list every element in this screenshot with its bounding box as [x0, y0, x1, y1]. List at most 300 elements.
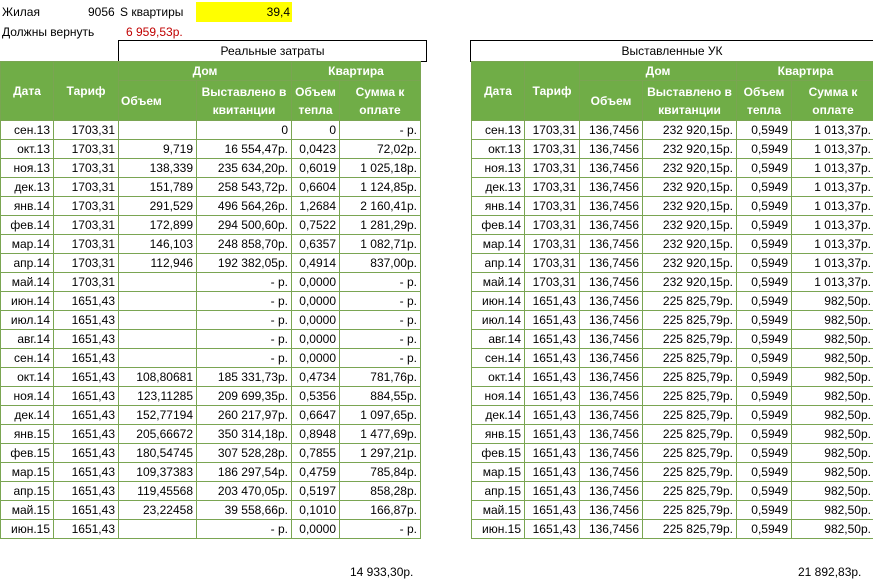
billed-cell[interactable]: - р.	[197, 311, 292, 330]
date-cell[interactable]: фев.14	[1, 216, 54, 235]
volume-cell[interactable]: 119,45568	[119, 482, 197, 501]
tariff-cell[interactable]: 1651,43	[54, 463, 119, 482]
heat-volume-cell[interactable]: 0,5949	[737, 159, 792, 178]
heat-volume-cell[interactable]: 0,6604	[292, 178, 340, 197]
amount-cell[interactable]: 982,50р.	[792, 482, 873, 501]
heat-volume-cell[interactable]: 0,5949	[737, 121, 792, 140]
volume-cell[interactable]	[119, 311, 197, 330]
tariff-cell[interactable]: 1703,31	[525, 273, 580, 292]
volume-cell[interactable]: 136,7456	[580, 159, 643, 178]
table-row	[472, 178, 873, 197]
amount-cell[interactable]: 2 160,41р.	[340, 197, 421, 216]
volume-cell[interactable]	[119, 273, 197, 292]
tariff-cell[interactable]: 1703,31	[525, 254, 580, 273]
amount-cell[interactable]: 1 013,37р.	[792, 159, 873, 178]
billed-cell[interactable]: 0	[197, 121, 292, 140]
amount-cell[interactable]: - р.	[340, 520, 421, 539]
date-cell[interactable]: май.15	[472, 501, 525, 520]
amount-cell[interactable]: 1 477,69р.	[340, 425, 421, 444]
date-cell[interactable]: янв.14	[472, 197, 525, 216]
heat-volume-cell[interactable]: 0,5949	[737, 178, 792, 197]
tariff-cell[interactable]: 1651,43	[54, 444, 119, 463]
tariff-cell[interactable]: 1703,31	[54, 121, 119, 140]
table-row	[472, 292, 873, 311]
date-cell[interactable]: сен.13	[472, 121, 525, 140]
billed-cell[interactable]: 232 920,15р.	[643, 197, 737, 216]
billed-cell[interactable]: 294 500,60р.	[197, 216, 292, 235]
date-cell[interactable]: май.15	[1, 501, 54, 520]
billed-cell[interactable]: 258 543,72р.	[197, 178, 292, 197]
heat-volume-cell[interactable]: 0,4914	[292, 254, 340, 273]
billed-cell[interactable]: 496 564,26р.	[197, 197, 292, 216]
tariff-cell[interactable]: 1703,31	[54, 235, 119, 254]
amount-cell[interactable]: 781,76р.	[340, 368, 421, 387]
volume-cell[interactable]: 136,7456	[580, 197, 643, 216]
billed-cell[interactable]: 235 634,20р.	[197, 159, 292, 178]
date-cell[interactable]: дек.13	[1, 178, 54, 197]
heat-volume-cell[interactable]: 0,5949	[737, 520, 792, 539]
volume-cell[interactable]: 136,7456	[580, 292, 643, 311]
heat-volume-cell[interactable]: 0,5949	[737, 292, 792, 311]
amount-cell[interactable]: 982,50р.	[792, 520, 873, 539]
volume-cell[interactable]: 136,7456	[580, 330, 643, 349]
heat-volume-cell[interactable]: 0,5949	[737, 311, 792, 330]
volume-cell[interactable]: 136,7456	[580, 235, 643, 254]
volume-cell[interactable]: 109,37383	[119, 463, 197, 482]
amount-cell[interactable]: 982,50р.	[792, 501, 873, 520]
tariff-cell[interactable]: 1703,31	[525, 140, 580, 159]
amount-cell[interactable]: 1 013,37р.	[792, 140, 873, 159]
billed-cell[interactable]: 232 920,15р.	[643, 235, 737, 254]
tariff-cell[interactable]: 1651,43	[525, 444, 580, 463]
tariff-cell[interactable]: 1703,31	[54, 273, 119, 292]
table-row	[472, 482, 873, 501]
real-costs-title: Реальные затраты	[118, 40, 427, 62]
heat-volume-cell[interactable]: 0,5949	[737, 463, 792, 482]
billed-cell[interactable]: 225 825,79р.	[643, 311, 737, 330]
date-cell[interactable]: ноя.13	[472, 159, 525, 178]
table-row	[1, 311, 421, 330]
heat-volume-cell[interactable]: 0,7855	[292, 444, 340, 463]
date-cell[interactable]: ноя.13	[1, 159, 54, 178]
amount-cell[interactable]: - р.	[340, 330, 421, 349]
tariff-cell[interactable]: 1651,43	[525, 387, 580, 406]
amount-cell[interactable]: 1 013,37р.	[792, 235, 873, 254]
date-cell[interactable]: мар.15	[1, 463, 54, 482]
heat-volume-cell[interactable]: 0,6357	[292, 235, 340, 254]
amount-cell[interactable]: 1 013,37р.	[792, 273, 873, 292]
date-cell[interactable]: окт.13	[1, 140, 54, 159]
heat-volume-cell[interactable]: 0,0000	[292, 292, 340, 311]
tariff-cell[interactable]: 1651,43	[525, 368, 580, 387]
amount-cell[interactable]: 837,00р.	[340, 254, 421, 273]
heat-volume-cell[interactable]: 0,0000	[292, 273, 340, 292]
billed-cell[interactable]: 225 825,79р.	[643, 387, 737, 406]
amount-cell[interactable]: 1 013,37р.	[792, 197, 873, 216]
table-row	[472, 140, 873, 159]
volume-cell[interactable]: 136,7456	[580, 463, 643, 482]
heat-volume-cell[interactable]: 0,5949	[737, 349, 792, 368]
table-row	[472, 235, 873, 254]
tariff-cell[interactable]: 1651,43	[54, 520, 119, 539]
tariff-cell[interactable]: 1703,31	[525, 159, 580, 178]
amount-cell[interactable]: - р.	[340, 121, 421, 140]
amount-cell[interactable]: 166,87р.	[340, 501, 421, 520]
date-cell[interactable]: окт.14	[1, 368, 54, 387]
heat-volume-cell[interactable]: 0,5949	[737, 330, 792, 349]
date-cell[interactable]: апр.15	[472, 482, 525, 501]
volume-cell[interactable]: 136,7456	[580, 482, 643, 501]
billed-cell[interactable]: 260 217,97р.	[197, 406, 292, 425]
billed-cell[interactable]: - р.	[197, 349, 292, 368]
billed-cell[interactable]: 225 825,79р.	[643, 501, 737, 520]
date-cell[interactable]: июн.15	[1, 520, 54, 539]
real-costs-table	[0, 61, 421, 539]
amount-cell[interactable]: 982,50р.	[792, 292, 873, 311]
tariff-cell[interactable]: 1703,31	[525, 121, 580, 140]
billed-cell[interactable]: 307 528,28р.	[197, 444, 292, 463]
tariff-cell[interactable]: 1651,43	[54, 368, 119, 387]
volume-cell[interactable]: 136,7456	[580, 520, 643, 539]
date-cell[interactable]: июл.14	[1, 311, 54, 330]
volume-cell[interactable]: 136,7456	[580, 406, 643, 425]
col-date: Дата	[1, 62, 54, 121]
billed-cell[interactable]: 225 825,79р.	[643, 349, 737, 368]
billed-cell[interactable]: 350 314,18р.	[197, 425, 292, 444]
heat-volume-cell[interactable]: 0,0423	[292, 140, 340, 159]
volume-cell[interactable]: 123,11285	[119, 387, 197, 406]
heat-volume-cell[interactable]: 0,5949	[737, 444, 792, 463]
tariff-cell[interactable]: 1703,31	[525, 235, 580, 254]
table-row	[472, 349, 873, 368]
billed-cell[interactable]: - р.	[197, 520, 292, 539]
volume-cell[interactable]: 180,54745	[119, 444, 197, 463]
billed-cell[interactable]: 16 554,47р.	[197, 140, 292, 159]
tariff-cell[interactable]: 1651,43	[525, 520, 580, 539]
heat-volume-cell[interactable]: 0,4734	[292, 368, 340, 387]
tariff-cell[interactable]: 1703,31	[54, 178, 119, 197]
billed-cell[interactable]: 232 920,15р.	[643, 254, 737, 273]
tariff-cell[interactable]: 1651,43	[54, 292, 119, 311]
amount-cell[interactable]: - р.	[340, 273, 421, 292]
date-cell[interactable]: сен.14	[472, 349, 525, 368]
volume-cell[interactable]: 151,789	[119, 178, 197, 197]
amount-cell[interactable]: 1 025,18р.	[340, 159, 421, 178]
billed-cell[interactable]: 192 382,05р.	[197, 254, 292, 273]
date-cell[interactable]: мар.14	[472, 235, 525, 254]
table-row	[1, 368, 421, 387]
tariff-cell[interactable]: 1651,43	[525, 463, 580, 482]
date-cell[interactable]: ноя.14	[472, 387, 525, 406]
heat-volume-cell[interactable]: 0,1010	[292, 501, 340, 520]
tariff-cell[interactable]: 1703,31	[525, 216, 580, 235]
tariff-cell[interactable]: 1651,43	[54, 330, 119, 349]
amount-cell[interactable]: 1 013,37р.	[792, 121, 873, 140]
amount-cell[interactable]: 1 124,85р.	[340, 178, 421, 197]
billed-cell[interactable]: 225 825,79р.	[643, 520, 737, 539]
heat-volume-cell[interactable]: 0,4759	[292, 463, 340, 482]
amount-cell[interactable]: 982,50р.	[792, 463, 873, 482]
volume-cell[interactable]: 136,7456	[580, 425, 643, 444]
date-cell[interactable]: июл.14	[472, 311, 525, 330]
volume-cell[interactable]: 136,7456	[580, 311, 643, 330]
table-row	[1, 273, 421, 292]
date-cell[interactable]: сен.14	[1, 349, 54, 368]
volume-cell[interactable]: 136,7456	[580, 273, 643, 292]
date-cell[interactable]: июн.14	[1, 292, 54, 311]
volume-cell[interactable]	[119, 121, 197, 140]
col-billed: Выставлено в квитанции	[643, 81, 737, 121]
date-cell[interactable]: дек.14	[1, 406, 54, 425]
volume-cell[interactable]: 112,946	[119, 254, 197, 273]
tariff-cell[interactable]: 1703,31	[54, 159, 119, 178]
date-cell[interactable]: фев.15	[1, 444, 54, 463]
billed-cell[interactable]: 225 825,79р.	[643, 330, 737, 349]
billed-cell[interactable]: 225 825,79р.	[643, 463, 737, 482]
amount-cell[interactable]: 982,50р.	[792, 406, 873, 425]
volume-cell[interactable]: 136,7456	[580, 349, 643, 368]
volume-cell[interactable]: 23,22458	[119, 501, 197, 520]
heat-volume-cell[interactable]: 0,8948	[292, 425, 340, 444]
billed-cell[interactable]: 232 920,15р.	[643, 178, 737, 197]
amount-cell[interactable]: 1 097,65р.	[340, 406, 421, 425]
date-cell[interactable]: апр.14	[472, 254, 525, 273]
tariff-cell[interactable]: 1651,43	[525, 330, 580, 349]
heat-volume-cell[interactable]: 0,5949	[737, 501, 792, 520]
heat-volume-cell[interactable]: 0,0000	[292, 311, 340, 330]
volume-cell[interactable]	[119, 292, 197, 311]
billed-cell[interactable]: 203 470,05р.	[197, 482, 292, 501]
heat-volume-cell[interactable]: 0,5949	[737, 273, 792, 292]
col-apartment: Квартира	[737, 62, 873, 81]
amount-cell[interactable]: 884,55р.	[340, 387, 421, 406]
billed-cell[interactable]: 225 825,79р.	[643, 425, 737, 444]
billed-cell[interactable]: - р.	[197, 292, 292, 311]
tariff-cell[interactable]: 1651,43	[525, 292, 580, 311]
amount-cell[interactable]: 1 013,37р.	[792, 254, 873, 273]
amount-cell[interactable]: - р.	[340, 292, 421, 311]
volume-cell[interactable]: 136,7456	[580, 254, 643, 273]
amount-cell[interactable]: - р.	[340, 349, 421, 368]
date-cell[interactable]: июн.15	[472, 520, 525, 539]
amount-cell[interactable]: 982,50р.	[792, 368, 873, 387]
billed-cell[interactable]: - р.	[197, 330, 292, 349]
table-row	[1, 501, 421, 520]
volume-cell[interactable]: 136,7456	[580, 216, 643, 235]
volume-cell[interactable]: 146,103	[119, 235, 197, 254]
volume-cell[interactable]	[119, 330, 197, 349]
billed-cell[interactable]: 225 825,79р.	[643, 292, 737, 311]
volume-cell[interactable]: 108,80681	[119, 368, 197, 387]
table-row	[1, 159, 421, 178]
heat-volume-cell[interactable]: 0,0000	[292, 330, 340, 349]
heat-volume-cell[interactable]: 0,6019	[292, 159, 340, 178]
amount-cell[interactable]: 982,50р.	[792, 425, 873, 444]
amount-cell[interactable]: 72,02р.	[340, 140, 421, 159]
tariff-cell[interactable]: 1703,31	[54, 216, 119, 235]
amount-cell[interactable]: - р.	[340, 311, 421, 330]
date-cell[interactable]: янв.14	[1, 197, 54, 216]
tariff-cell[interactable]: 1651,43	[54, 349, 119, 368]
volume-cell[interactable]: 136,7456	[580, 368, 643, 387]
amount-cell[interactable]: 982,50р.	[792, 387, 873, 406]
heat-volume-cell[interactable]: 0,0000	[292, 520, 340, 539]
table-row	[472, 216, 873, 235]
area-value[interactable]: 39,4	[196, 2, 292, 22]
table-row	[472, 501, 873, 520]
heat-volume-cell[interactable]: 0,5949	[737, 235, 792, 254]
volume-cell[interactable]: 172,899	[119, 216, 197, 235]
volume-cell[interactable]	[119, 520, 197, 539]
col-tariff: Тариф	[525, 62, 580, 121]
date-cell[interactable]: дек.14	[472, 406, 525, 425]
volume-cell[interactable]: 138,339	[119, 159, 197, 178]
tariff-cell[interactable]: 1651,43	[525, 482, 580, 501]
billed-cell[interactable]: 209 699,35р.	[197, 387, 292, 406]
heat-volume-cell[interactable]: 0,0000	[292, 349, 340, 368]
billed-cell[interactable]: 232 920,15р.	[643, 121, 737, 140]
tariff-cell[interactable]: 1703,31	[54, 197, 119, 216]
tariff-cell[interactable]: 1651,43	[54, 406, 119, 425]
table-row	[472, 463, 873, 482]
amount-cell[interactable]: 1 013,37р.	[792, 178, 873, 197]
col-date: Дата	[472, 62, 525, 121]
date-cell[interactable]: авг.14	[1, 330, 54, 349]
tariff-cell[interactable]: 1703,31	[54, 140, 119, 159]
volume-cell[interactable]	[119, 349, 197, 368]
tariff-cell[interactable]: 1703,31	[525, 197, 580, 216]
billed-cell[interactable]: - р.	[197, 273, 292, 292]
billed-cell[interactable]: 232 920,15р.	[643, 273, 737, 292]
table-row	[1, 387, 421, 406]
tariff-cell[interactable]: 1651,43	[54, 311, 119, 330]
table-row	[472, 520, 873, 539]
billed-cell[interactable]: 225 825,79р.	[643, 406, 737, 425]
date-cell[interactable]: фев.15	[472, 444, 525, 463]
tariff-cell[interactable]: 1651,43	[525, 406, 580, 425]
volume-cell[interactable]: 136,7456	[580, 140, 643, 159]
billed-cell[interactable]: 225 825,79р.	[643, 482, 737, 501]
type-label: Жилая	[2, 2, 40, 22]
heat-volume-cell[interactable]: 0,5197	[292, 482, 340, 501]
heat-volume-cell[interactable]: 0,5949	[737, 216, 792, 235]
tariff-cell[interactable]: 1651,43	[54, 482, 119, 501]
heat-volume-cell[interactable]: 0,5949	[737, 482, 792, 501]
heat-volume-cell[interactable]: 1,2684	[292, 197, 340, 216]
billed-cell[interactable]: 225 825,79р.	[643, 444, 737, 463]
billed-cell[interactable]: 225 825,79р.	[643, 368, 737, 387]
billed-cell[interactable]: 232 920,15р.	[643, 216, 737, 235]
heat-volume-cell[interactable]: 0	[292, 121, 340, 140]
date-cell[interactable]: авг.14	[472, 330, 525, 349]
heat-volume-cell[interactable]: 0,6647	[292, 406, 340, 425]
tariff-cell[interactable]: 1651,43	[54, 501, 119, 520]
amount-cell[interactable]: 785,84р.	[340, 463, 421, 482]
table-row	[1, 406, 421, 425]
heat-volume-cell[interactable]: 0,5949	[737, 197, 792, 216]
tariff-cell[interactable]: 1651,43	[525, 311, 580, 330]
amount-cell[interactable]: 982,50р.	[792, 330, 873, 349]
date-cell[interactable]: окт.13	[472, 140, 525, 159]
tariff-cell[interactable]: 1651,43	[525, 425, 580, 444]
owed-value[interactable]: 6 959,53р.	[126, 22, 183, 42]
number-value: 9056	[88, 2, 115, 22]
tariff-cell[interactable]: 1651,43	[525, 501, 580, 520]
volume-cell[interactable]: 205,66672	[119, 425, 197, 444]
amount-cell[interactable]: 1 013,37р.	[792, 216, 873, 235]
date-cell[interactable]: янв.15	[1, 425, 54, 444]
heat-volume-cell[interactable]: 0,5356	[292, 387, 340, 406]
heat-volume-cell[interactable]: 0,5949	[737, 140, 792, 159]
billed-cell[interactable]: 186 297,54р.	[197, 463, 292, 482]
date-cell[interactable]: апр.14	[1, 254, 54, 273]
table-row	[472, 406, 873, 425]
billed-cell[interactable]: 185 331,73р.	[197, 368, 292, 387]
volume-cell[interactable]: 136,7456	[580, 387, 643, 406]
heat-volume-cell[interactable]: 0,5949	[737, 425, 792, 444]
col-billed: Выставлено в квитанции	[197, 81, 292, 121]
billed-cell[interactable]: 248 858,70р.	[197, 235, 292, 254]
date-cell[interactable]: фев.14	[472, 216, 525, 235]
heat-volume-cell[interactable]: 0,5949	[737, 368, 792, 387]
billed-cell[interactable]: 232 920,15р.	[643, 159, 737, 178]
heat-volume-cell[interactable]: 0,5949	[737, 406, 792, 425]
date-cell[interactable]: май.14	[472, 273, 525, 292]
volume-cell[interactable]: 136,7456	[580, 444, 643, 463]
heat-volume-cell[interactable]: 0,7522	[292, 216, 340, 235]
date-cell[interactable]: сен.13	[1, 121, 54, 140]
heat-volume-cell[interactable]: 0,5949	[737, 254, 792, 273]
date-cell[interactable]: окт.14	[472, 368, 525, 387]
heat-volume-cell[interactable]: 0,5949	[737, 387, 792, 406]
amount-cell[interactable]: 982,50р.	[792, 349, 873, 368]
date-cell[interactable]: май.14	[1, 273, 54, 292]
col-house: Дом	[119, 62, 292, 81]
billed-cell[interactable]: 232 920,15р.	[643, 140, 737, 159]
volume-cell[interactable]: 291,529	[119, 197, 197, 216]
date-cell[interactable]: мар.14	[1, 235, 54, 254]
volume-cell[interactable]: 136,7456	[580, 178, 643, 197]
table-row	[472, 159, 873, 178]
amount-cell[interactable]: 1 082,71р.	[340, 235, 421, 254]
amount-cell[interactable]: 1 297,21р.	[340, 444, 421, 463]
date-cell[interactable]: апр.15	[1, 482, 54, 501]
volume-cell[interactable]: 9,719	[119, 140, 197, 159]
date-cell[interactable]: ноя.14	[1, 387, 54, 406]
amount-cell[interactable]: 858,28р.	[340, 482, 421, 501]
tariff-cell[interactable]: 1651,43	[525, 349, 580, 368]
tariff-cell[interactable]: 1651,43	[54, 425, 119, 444]
date-cell[interactable]: дек.13	[472, 178, 525, 197]
col-volume: Объем	[119, 81, 197, 121]
table-row	[1, 178, 421, 197]
tariff-cell[interactable]: 1703,31	[54, 254, 119, 273]
billed-cell[interactable]: 39 558,66р.	[197, 501, 292, 520]
volume-cell[interactable]: 136,7456	[580, 501, 643, 520]
date-cell[interactable]: мар.15	[472, 463, 525, 482]
amount-cell[interactable]: 1 281,29р.	[340, 216, 421, 235]
tariff-cell[interactable]: 1651,43	[54, 387, 119, 406]
table-row	[472, 330, 873, 349]
volume-cell[interactable]: 136,7456	[580, 121, 643, 140]
amount-cell[interactable]: 982,50р.	[792, 311, 873, 330]
volume-cell[interactable]: 152,77194	[119, 406, 197, 425]
billed-uk-table	[471, 61, 873, 539]
date-cell[interactable]: июн.14	[472, 292, 525, 311]
amount-cell[interactable]: 982,50р.	[792, 444, 873, 463]
date-cell[interactable]: янв.15	[472, 425, 525, 444]
tariff-cell[interactable]: 1703,31	[525, 178, 580, 197]
